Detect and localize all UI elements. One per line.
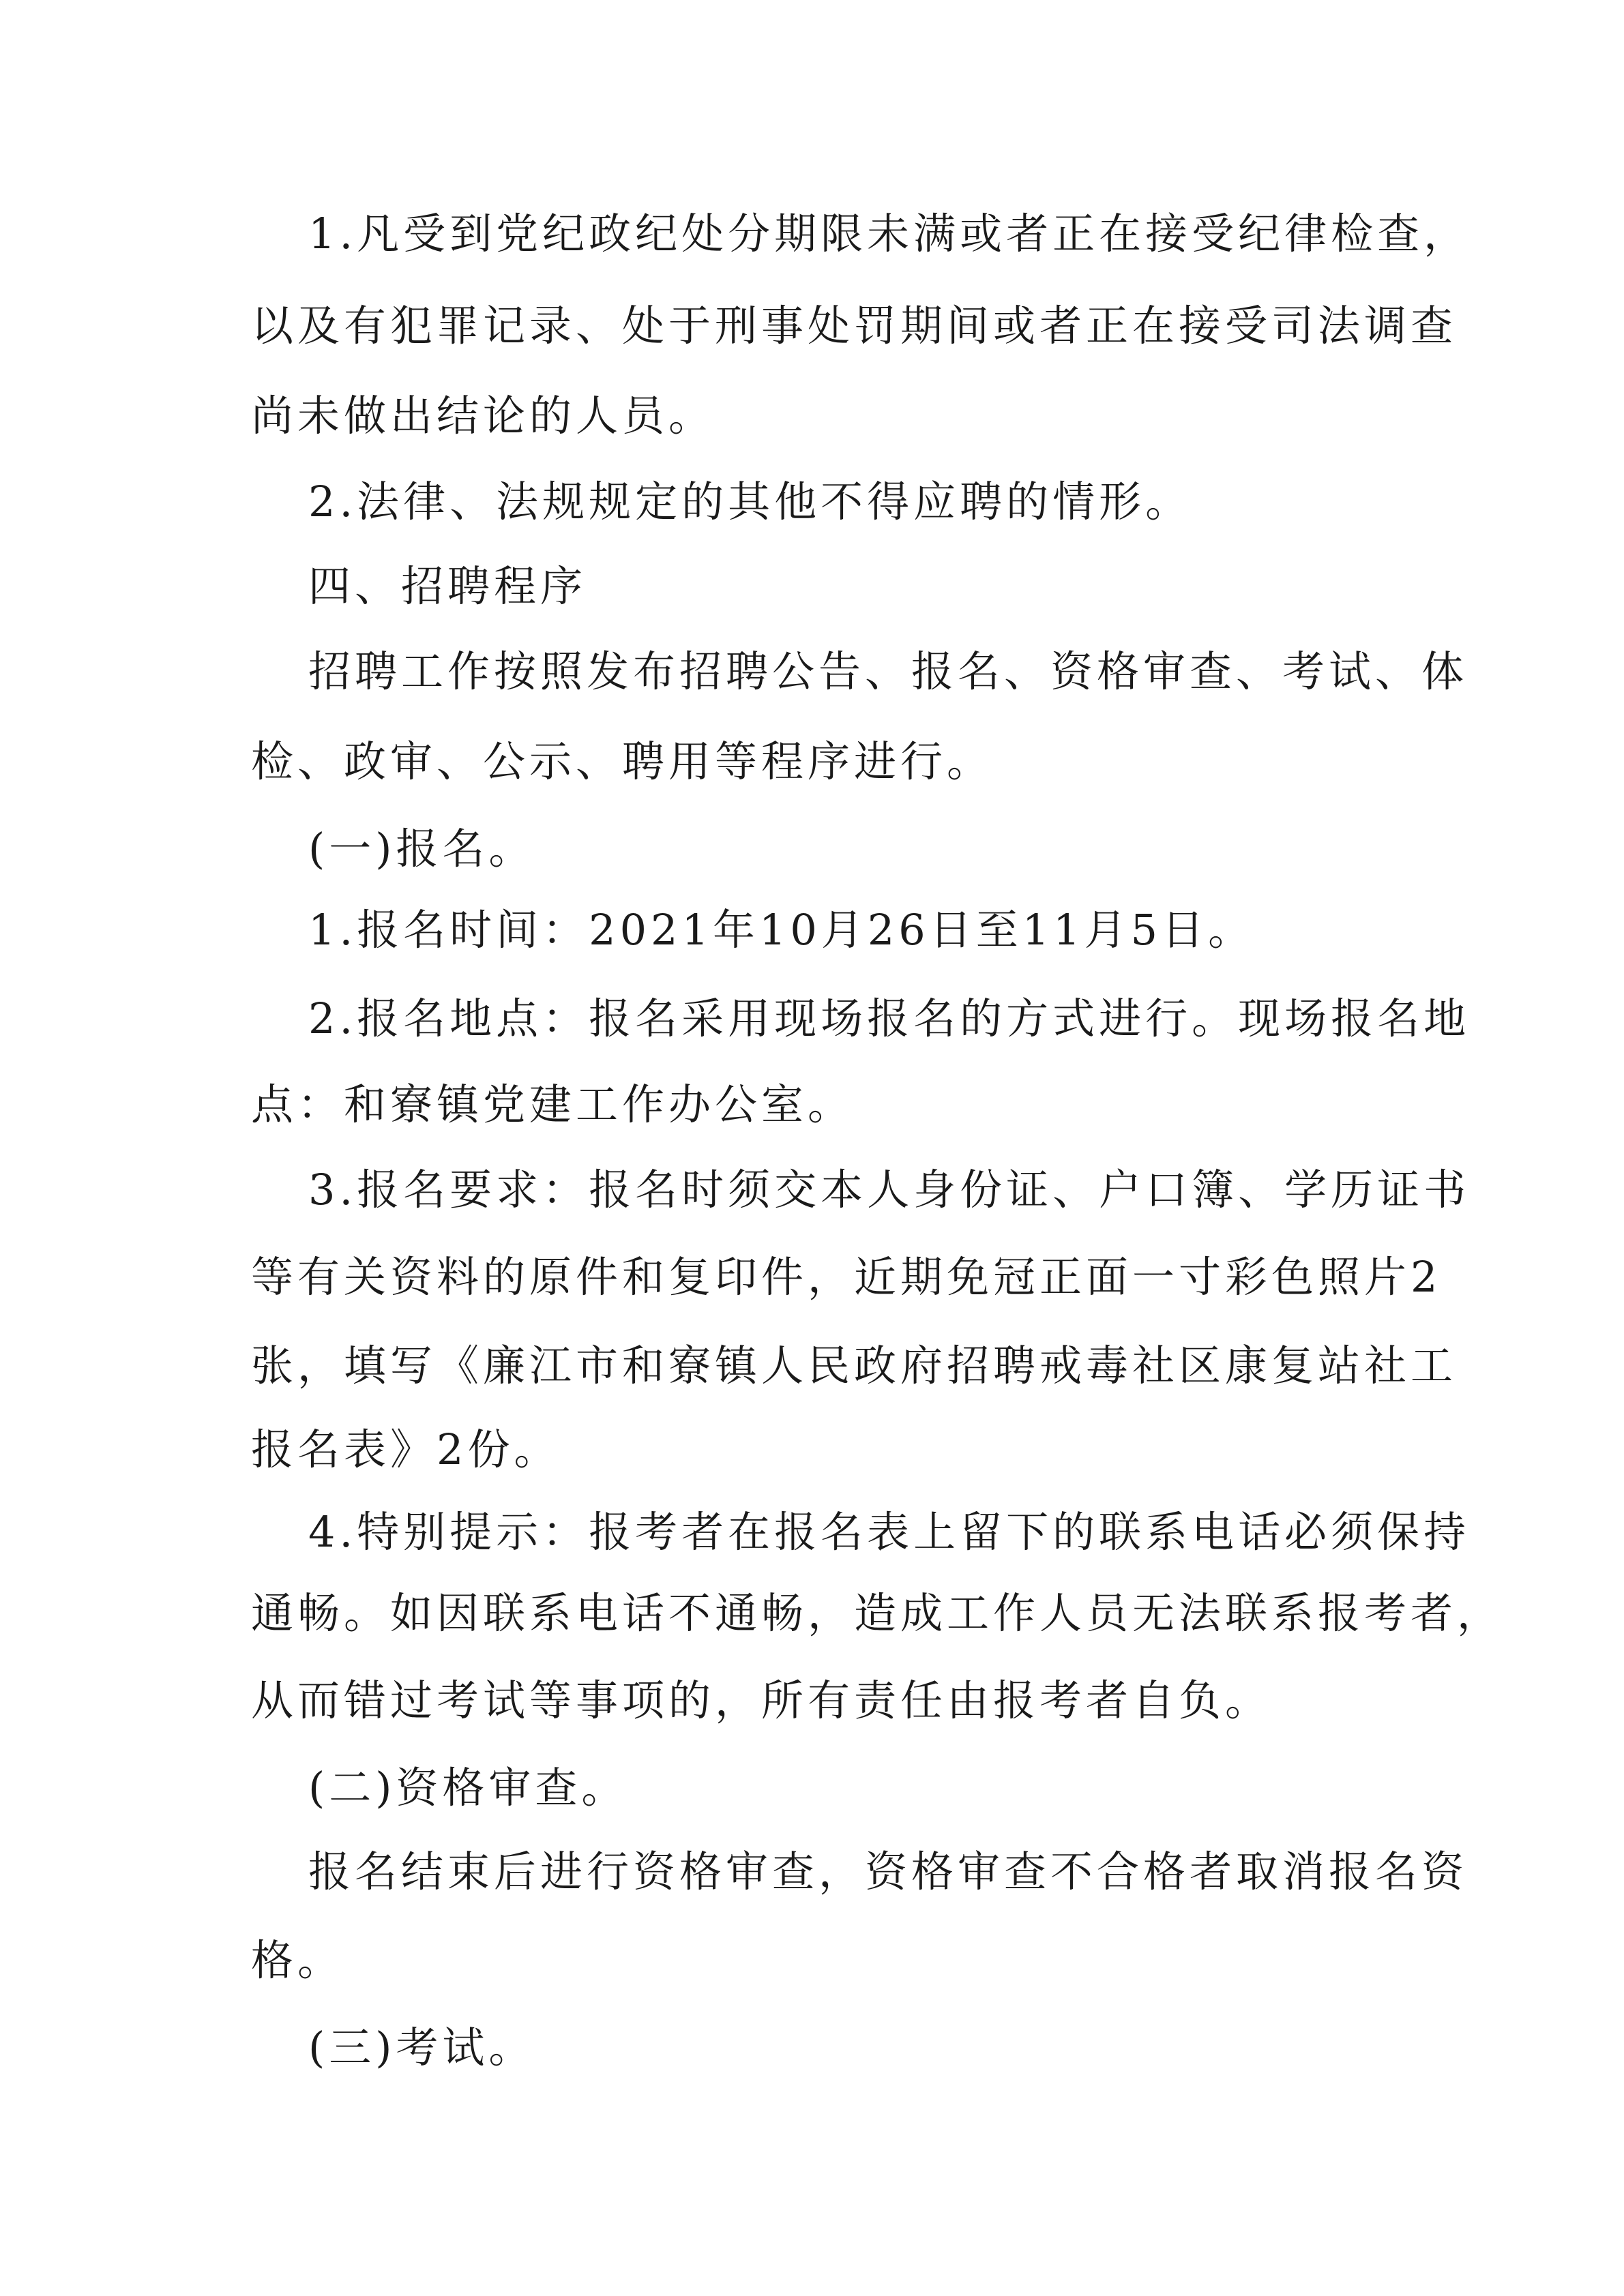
paragraph-line: 1.凡受到党纪政纪处分期限未满或者正在接受纪律检查， [308, 209, 1471, 258]
paragraph-line: 3.报名要求：报名时须交本人身份证、户口簿、学历证书 [308, 1165, 1471, 1214]
paragraph-line: 通畅。如因联系电话不通畅，造成工作人员无法联系报考者， [251, 1588, 1504, 1638]
paragraph-line: 报名结束后进行资格审查，资格审查不合格者取消报名资 [308, 1847, 1468, 1896]
paragraph-line: 张，填写《廉江市和寮镇人民政府招聘戒毒社区康复站社工 [251, 1341, 1458, 1390]
section-heading: 四、招聘程序 [308, 561, 587, 611]
paragraph-line: 1.报名时间：2021年10月26日至11月5日。 [308, 905, 1255, 955]
subsection-heading: (三)考试。 [308, 2023, 535, 2072]
paragraph-line: 检、政审、公示、聘用等程序进行。 [251, 736, 994, 786]
paragraph-line: 格。 [251, 1935, 344, 1985]
paragraph-line: 报名表》2份。 [251, 1425, 561, 1474]
paragraph-line: 2.法律、法规规定的其他不得应聘的情形。 [308, 477, 1192, 526]
subsection-heading: (二)资格审查。 [308, 1763, 628, 1813]
paragraph-line: 以及有犯罪记录、处于刑事处罚期间或者正在接受司法调查 [251, 301, 1458, 351]
paragraph-line: 2.报名地点：报名采用现场报名的方式进行。现场报名地 [308, 994, 1471, 1043]
paragraph-line: 尚未做出结论的人员。 [251, 391, 715, 441]
paragraph-line: 4.特别提示：报考者在报名表上留下的联系电话必须保持 [308, 1507, 1471, 1557]
paragraph-line: 点：和寮镇党建工作办公室。 [251, 1079, 855, 1129]
subsection-heading: (一)报名。 [308, 824, 535, 874]
paragraph-line: 从而错过考试等事项的，所有责任由报考者自负。 [251, 1675, 1272, 1725]
paragraph-line: 等有关资料的原件和复印件，近期免冠正面一寸彩色照片2 [251, 1252, 1442, 1302]
paragraph-line: 招聘工作按照发布招聘公告、报名、资格审查、考试、体 [308, 646, 1468, 696]
